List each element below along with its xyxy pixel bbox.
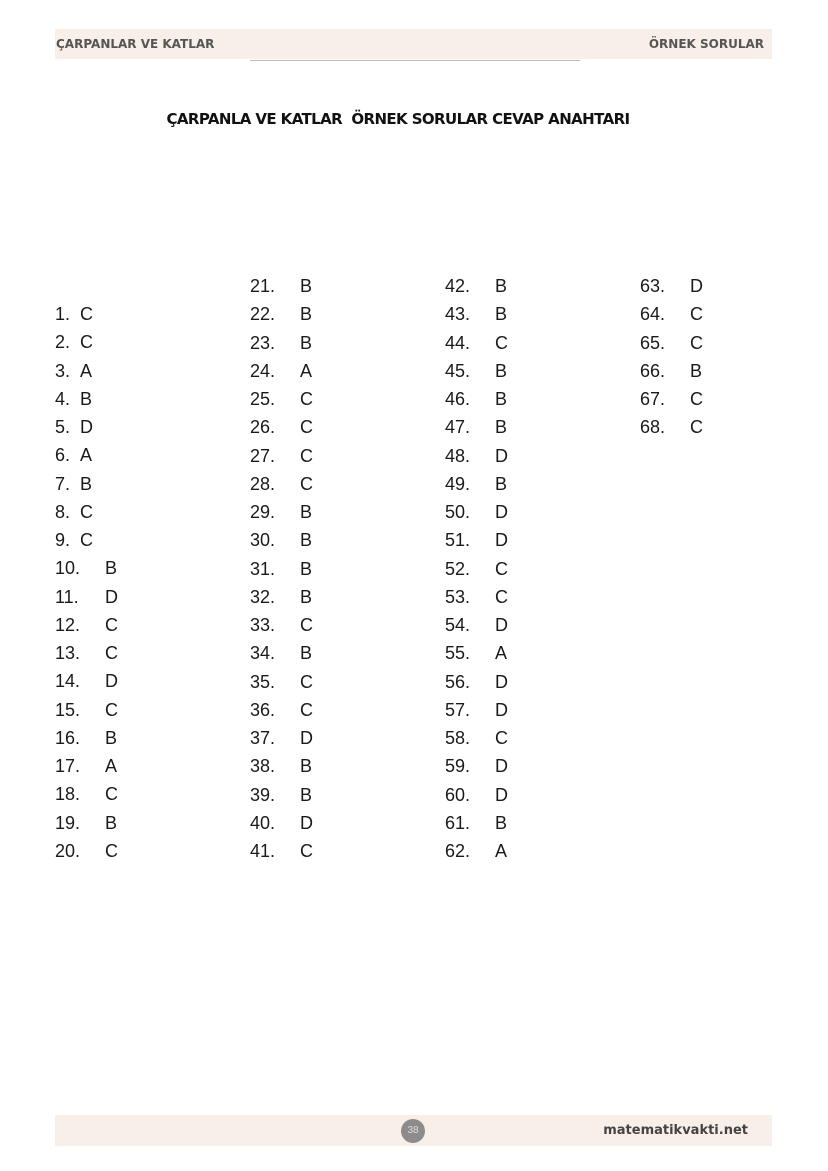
question-number: 17.: [55, 756, 81, 776]
question-number: 1.: [55, 304, 71, 324]
question-number: 60.: [445, 784, 471, 805]
question-number: 64.: [640, 304, 666, 325]
answer-letter: B: [105, 812, 118, 833]
answer-letter: C: [690, 332, 703, 353]
question-number: 52.: [445, 558, 471, 579]
answer-letter: B: [495, 360, 508, 381]
question-number: 4.: [55, 388, 71, 409]
answer-letter: C: [300, 389, 313, 409]
answer-letter: C: [495, 332, 508, 353]
question-number: 39.: [250, 784, 276, 805]
question-number: 43.: [445, 304, 471, 325]
answer-letter: C: [105, 614, 118, 635]
question-number: 29.: [250, 502, 276, 522]
answer-letter: D: [495, 784, 508, 805]
answer-letter: B: [495, 304, 508, 325]
answer-letter: C: [80, 530, 93, 550]
question-number: 9.: [55, 530, 71, 550]
answer-letter: D: [495, 756, 508, 777]
question-number: 3.: [55, 360, 71, 381]
question-number: 25.: [250, 389, 276, 409]
question-number: 44.: [445, 332, 471, 353]
question-number: 5.: [55, 417, 71, 437]
answer-letter: C: [495, 586, 508, 607]
answer-letter: C: [690, 389, 703, 409]
answer-letter: D: [495, 615, 508, 635]
answer-letter: C: [105, 643, 118, 663]
question-number: 56.: [445, 671, 471, 692]
question-number: 53.: [445, 586, 471, 607]
answer-letter: D: [300, 812, 313, 833]
question-number: 47.: [445, 417, 471, 438]
page-footer: [55, 1115, 772, 1146]
question-number: 49.: [445, 473, 471, 494]
question-number: 30.: [250, 530, 276, 551]
question-number: 18.: [55, 784, 81, 805]
question-number: 32.: [250, 586, 276, 607]
answer-letter: C: [300, 699, 313, 720]
question-number: 67.: [640, 389, 666, 409]
question-number: 51.: [445, 530, 471, 551]
answer-letter: B: [300, 784, 313, 805]
answer-letter: D: [105, 586, 118, 607]
question-number: 11.: [55, 586, 79, 607]
question-number: 50.: [445, 502, 471, 522]
answer-letter: C: [300, 473, 313, 494]
question-number: 7.: [55, 473, 71, 494]
answer-letter: B: [80, 388, 93, 409]
question-number: 23.: [250, 332, 276, 353]
question-number: 38.: [250, 756, 276, 777]
answer-letter: C: [495, 558, 508, 579]
answer-letter: B: [105, 727, 118, 748]
answer-letter: B: [300, 756, 313, 777]
answer-letter: B: [300, 304, 313, 325]
question-number: 59.: [445, 756, 471, 777]
answer-letter: C: [105, 840, 118, 861]
answer-letter: B: [495, 473, 508, 494]
question-number: 65.: [640, 332, 666, 353]
question-number: 13.: [55, 643, 81, 663]
answer-letter: B: [300, 332, 313, 353]
answer-letter: B: [300, 530, 313, 551]
answer-letter: B: [300, 586, 313, 607]
answer-letter: B: [495, 417, 508, 438]
answer-letter: D: [690, 276, 703, 296]
answer-letter: C: [300, 445, 313, 466]
question-number: 63.: [640, 276, 666, 296]
answer-letter: B: [105, 558, 118, 579]
question-number: 33.: [250, 615, 276, 635]
question-number: 2.: [55, 332, 71, 353]
question-number: 46.: [445, 389, 471, 409]
answer-letter: D: [300, 728, 313, 748]
answer-letter: B: [495, 389, 508, 409]
header-section-title: ÇARPANLAR VE KATLAR: [56, 37, 215, 51]
answer-letter: A: [495, 643, 508, 664]
answer-letter: C: [690, 304, 703, 325]
answer-letter: D: [495, 502, 508, 522]
answer-letter: C: [105, 699, 118, 720]
answer-letter: A: [105, 756, 118, 776]
answer-letter: D: [80, 417, 93, 437]
question-number: 10.: [55, 558, 81, 579]
answer-letter: C: [300, 417, 313, 438]
question-number: 16.: [55, 727, 81, 748]
question-number: 40.: [250, 812, 276, 833]
question-number: 27.: [250, 445, 276, 466]
answer-letter: B: [300, 558, 313, 579]
answer-letter: C: [690, 417, 703, 438]
question-number: 35.: [250, 671, 276, 692]
question-number: 45.: [445, 360, 471, 381]
question-number: 8.: [55, 501, 71, 522]
page-number-badge: 38: [401, 1119, 425, 1143]
answer-letter: B: [495, 276, 508, 296]
question-number: 48.: [445, 445, 471, 466]
question-number: 20.: [55, 840, 81, 861]
question-number: 6.: [55, 445, 71, 466]
page-header: [55, 29, 772, 59]
answer-letter: C: [495, 728, 508, 748]
site-name: matematikvakti.net: [603, 1123, 748, 1138]
answer-letter: C: [80, 304, 93, 324]
answer-letter: B: [300, 643, 313, 664]
question-number: 28.: [250, 473, 276, 494]
question-number: 36.: [250, 699, 276, 720]
answer-letter: C: [80, 501, 93, 522]
question-number: 31.: [250, 558, 276, 579]
question-number: 15.: [55, 699, 81, 720]
answer-letter: D: [495, 445, 508, 466]
header-divider: [250, 60, 580, 61]
answer-letter: A: [80, 445, 93, 466]
answer-letter: C: [300, 841, 313, 861]
question-number: 57.: [445, 699, 471, 720]
question-number: 58.: [445, 728, 471, 748]
question-number: 55.: [445, 643, 471, 664]
question-number: 12.: [55, 614, 81, 635]
question-number: 22.: [250, 304, 276, 325]
question-number: 24.: [250, 360, 276, 381]
answer-letter: D: [105, 671, 118, 692]
answer-letter: C: [80, 332, 93, 353]
answer-letter: B: [300, 276, 313, 296]
question-number: 14.: [55, 671, 81, 692]
answer-letter: A: [495, 841, 508, 861]
question-number: 21.: [250, 276, 276, 296]
answer-letter: B: [80, 473, 93, 494]
answer-letter: C: [300, 615, 313, 635]
question-number: 54.: [445, 615, 471, 635]
question-number: 34.: [250, 643, 276, 664]
answer-letter: C: [300, 671, 313, 692]
page-title: ÇARPANLA VE KATLAR ÖRNEK SORULAR CEVAP ANAHTARI: [166, 110, 630, 128]
answer-letter: A: [80, 360, 93, 381]
question-number: 66.: [640, 360, 666, 381]
question-number: 26.: [250, 417, 276, 438]
question-number: 41.: [250, 841, 276, 861]
header-page-type: ÖRNEK SORULAR: [648, 37, 764, 51]
question-number: 42.: [445, 276, 471, 296]
question-number: 61.: [445, 812, 471, 833]
answer-letter: B: [495, 812, 508, 833]
answer-letter: D: [495, 671, 508, 692]
answer-letter: B: [690, 360, 703, 381]
answer-letter: C: [105, 784, 118, 805]
question-number: 37.: [250, 728, 276, 748]
answer-letter: A: [300, 360, 313, 381]
answer-letter: B: [300, 502, 313, 522]
answer-letter: D: [495, 699, 508, 720]
question-number: 62.: [445, 841, 471, 861]
question-number: 68.: [640, 417, 666, 438]
question-number: 19.: [55, 812, 81, 833]
answer-letter: D: [495, 530, 508, 551]
